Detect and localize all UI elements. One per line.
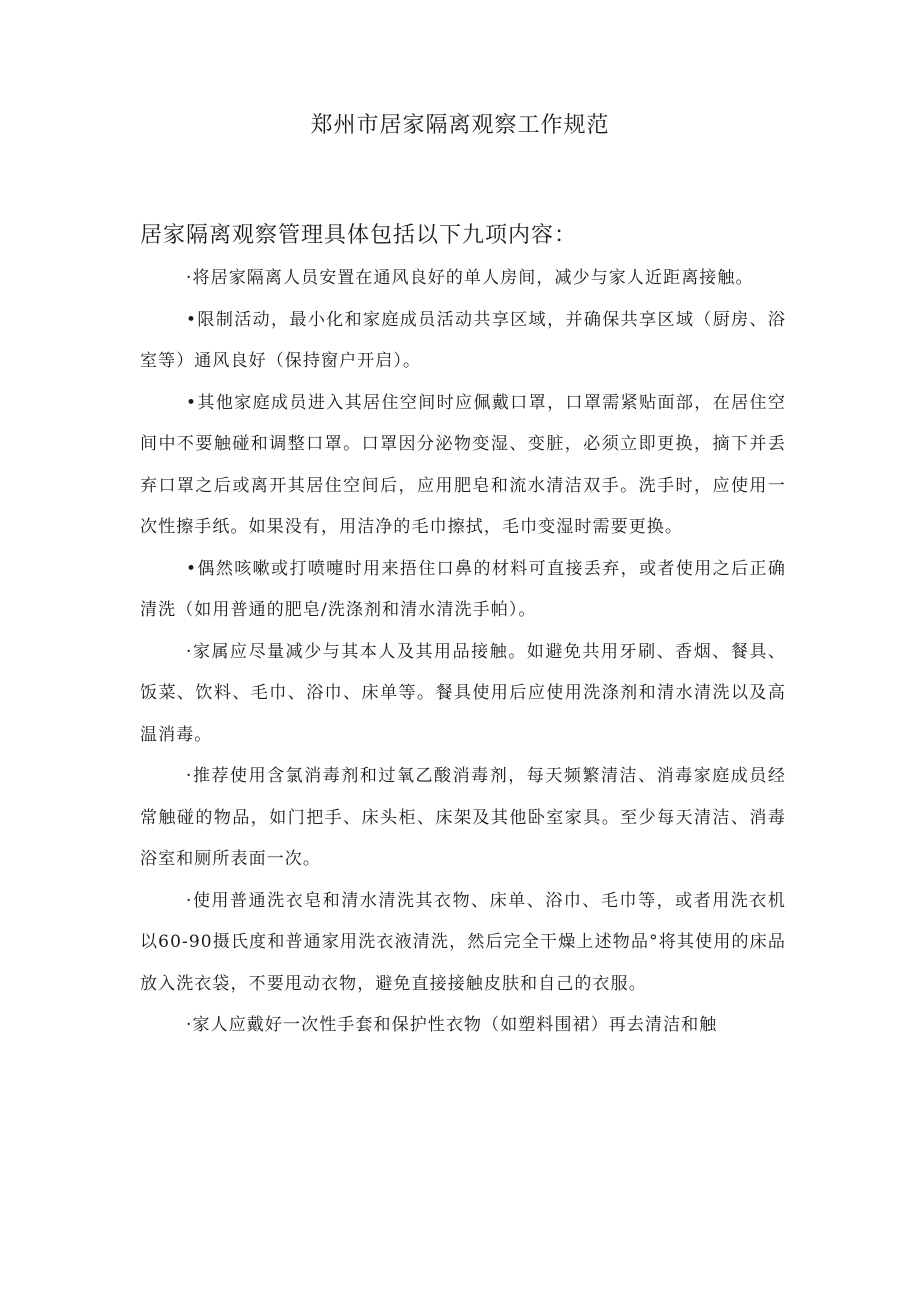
paragraph-item-2: •限制活动，最小化和家庭成员活动共享区域，并确保共享区域（厨房、浴室等）通风良好（保持窗户开启）。: [140, 309, 786, 371]
paragraph-item-7: ·使用普通洗衣皂和清水清洗其衣物、床单、浴巾、毛巾等，或者用洗衣机以60-90摄氏度和普通家用洗衣液清洗，然后完全干燥上述物品°将其使用的床品放入洗衣袋，不要甩动衣物，避免直接接触皮肤和自己的衣服。: [140, 890, 786, 994]
paragraph-item-6: ·推荐使用含氯消毒剂和过氧乙酸消毒剂，每天频繁清洁、消毒家庭成员经常触碰的物品，如门把手、床头柜、床架及其他卧室家具。至少每天清洁、消毒浴室和厕所表面一次。: [140, 766, 786, 869]
document-body: [140, 258, 786, 1047]
document-title: 郑州市居家隔离观察工作规范: [310, 113, 610, 138]
paragraph-item-8: ·家人应戴好一次性手套和保护性衣物（如塑料围裙）再去清洁和触: [186, 1015, 718, 1035]
paragraph-item-3: •其他家庭成员进入其居住空间时应佩戴口罩，口罩需紧贴面部，在居住空间中不要触碰和调整口罩。口罩因分泌物变湿、变脏，必须立即更换，摘下并丢弃口罩之后或离开其居住空间后，应用肥皂和流水清洁双手。洗手时，应使用一次性擦手纸。如果没有，用洁净的毛巾擦拭，毛巾变湿时需要更换。: [140, 392, 786, 537]
document-intro: 居家隔离观察管理具体包括以下九项内容：: [140, 223, 578, 248]
paragraph-item-4: •偶然咳嗽或打喷嚏时用来捂住口鼻的材料可直接丢弃，或者使用之后正确清洗（如用普通的肥皂/洗涤剂和清水清洗手帕）。: [140, 558, 786, 620]
paragraph-item-1: ·将居家隔离人员安置在通风良好的单人房间，减少与家人近距离接触。: [186, 268, 754, 288]
paragraph-item-5: ·家属应尽量减少与其本人及其用品接触。如避免共用牙刷、香烟、餐具、饭菜、饮料、毛巾、浴巾、床单等。餐具使用后应使用洗涤剂和清水清洗以及高温消毒。: [140, 641, 786, 745]
